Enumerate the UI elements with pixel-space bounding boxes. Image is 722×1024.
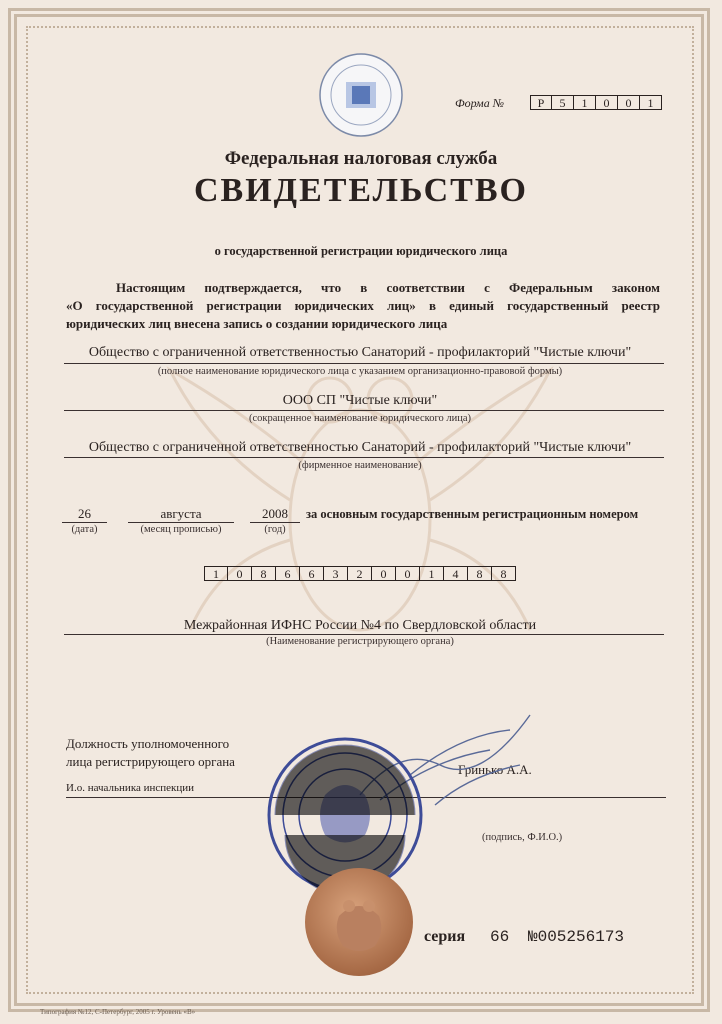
authority-underline [64, 634, 664, 635]
short-name-underline [64, 410, 664, 411]
intro-text [66, 279, 660, 333]
signature-caption: (подпись, Ф.И.О.) [482, 832, 563, 843]
signatory-name: Гринько А.А. [458, 762, 532, 777]
ogrn-boxes [204, 566, 516, 581]
date-suffix: за основным государственным регистрационным номером [306, 507, 639, 521]
signatory-role-line-2: лица регистрирующего органа [66, 754, 235, 769]
ogrn-digit: 2 [348, 566, 372, 581]
fns-emblem [318, 52, 404, 138]
agency-name: Федеральная налоговая служба [224, 148, 498, 169]
ogrn-digit: 0 [228, 566, 252, 581]
authority-caption: (Наименование регистрирующего органа) [266, 636, 454, 647]
embossed-seal [305, 868, 413, 976]
full-name-underline [64, 363, 664, 364]
full-name-value: Общество с ограниченной ответственностью Санаторий - профилакторий "Чистые ключи" [88, 345, 632, 360]
form-code-char: 1 [574, 95, 596, 110]
brand-name-value: Общество с ограниченной ответственностью Санаторий - профилакторий "Чистые ключи" [88, 440, 632, 455]
date-year-underline [250, 522, 300, 523]
series-label: серия [424, 928, 466, 945]
form-code-char: 5 [552, 95, 574, 110]
ogrn-digit: 0 [372, 566, 396, 581]
signatory-role-line-1: Должность уполномоченного [66, 736, 230, 751]
intro-line-1: Настоящим подтверждается, что в соответствии с Федеральным законом [116, 280, 660, 295]
ogrn-digit: 8 [252, 566, 276, 581]
ogrn-digit: 8 [492, 566, 516, 581]
document-title: СВИДЕТЕЛЬСТВО [194, 172, 528, 209]
date-year-caption: (год) [264, 524, 286, 535]
document-subtitle: о государственной регистрации юридического лица [214, 244, 508, 258]
short-name-caption: (сокращенное наименование юридического лица) [248, 413, 472, 424]
ogrn-digit: 4 [444, 566, 468, 581]
form-code-char: Р [530, 95, 552, 110]
authority-value: Межрайонная ИФНС России №4 по Свердловской области [183, 618, 537, 633]
ogrn-digit: 0 [396, 566, 420, 581]
series-number: №005256173 [528, 928, 625, 946]
date-month-caption: (месяц прописью) [140, 524, 222, 535]
form-code-char: 0 [618, 95, 640, 110]
intro-line-3: юридических лиц внесена запись о создании юридического лица [66, 316, 448, 331]
ogrn-digit: 6 [276, 566, 300, 581]
ogrn-digit: 1 [420, 566, 444, 581]
brand-name-underline [64, 457, 664, 458]
printer-imprint: Типография №12, С-Петербург, 2005 г. Уровень «В» [40, 1008, 196, 1016]
signatory-role [66, 735, 235, 771]
form-label: Форма № [455, 96, 505, 110]
brand-name-caption: (фирменное наименование) [298, 460, 422, 471]
date-day: 26 [78, 506, 91, 521]
date-year: 2008 [262, 506, 288, 521]
series-value: 66 [490, 928, 510, 946]
date-month: августа [160, 506, 202, 521]
form-code-boxes [530, 95, 662, 110]
full-name-caption: (полное наименование юридического лица с указанием организационно-правовой формы) [157, 366, 563, 377]
ogrn-digit: 8 [468, 566, 492, 581]
signatory-position: И.о. начальника инспекции [66, 782, 195, 794]
date-day-underline [62, 522, 107, 523]
eagle-emblem-icon [305, 868, 413, 976]
short-name-value: ООО СП "Чистые ключи" [282, 393, 438, 408]
date-month-underline [128, 522, 234, 523]
intro-line-2: «О государственной регистрации юридических лиц» в единый государственный реестр [66, 298, 660, 313]
form-code-char: 1 [640, 95, 662, 110]
ogrn-digit: 1 [204, 566, 228, 581]
date-day-caption: (дата) [71, 524, 98, 535]
ogrn-digit: 6 [300, 566, 324, 581]
ogrn-digit: 3 [324, 566, 348, 581]
form-code-char: 0 [596, 95, 618, 110]
